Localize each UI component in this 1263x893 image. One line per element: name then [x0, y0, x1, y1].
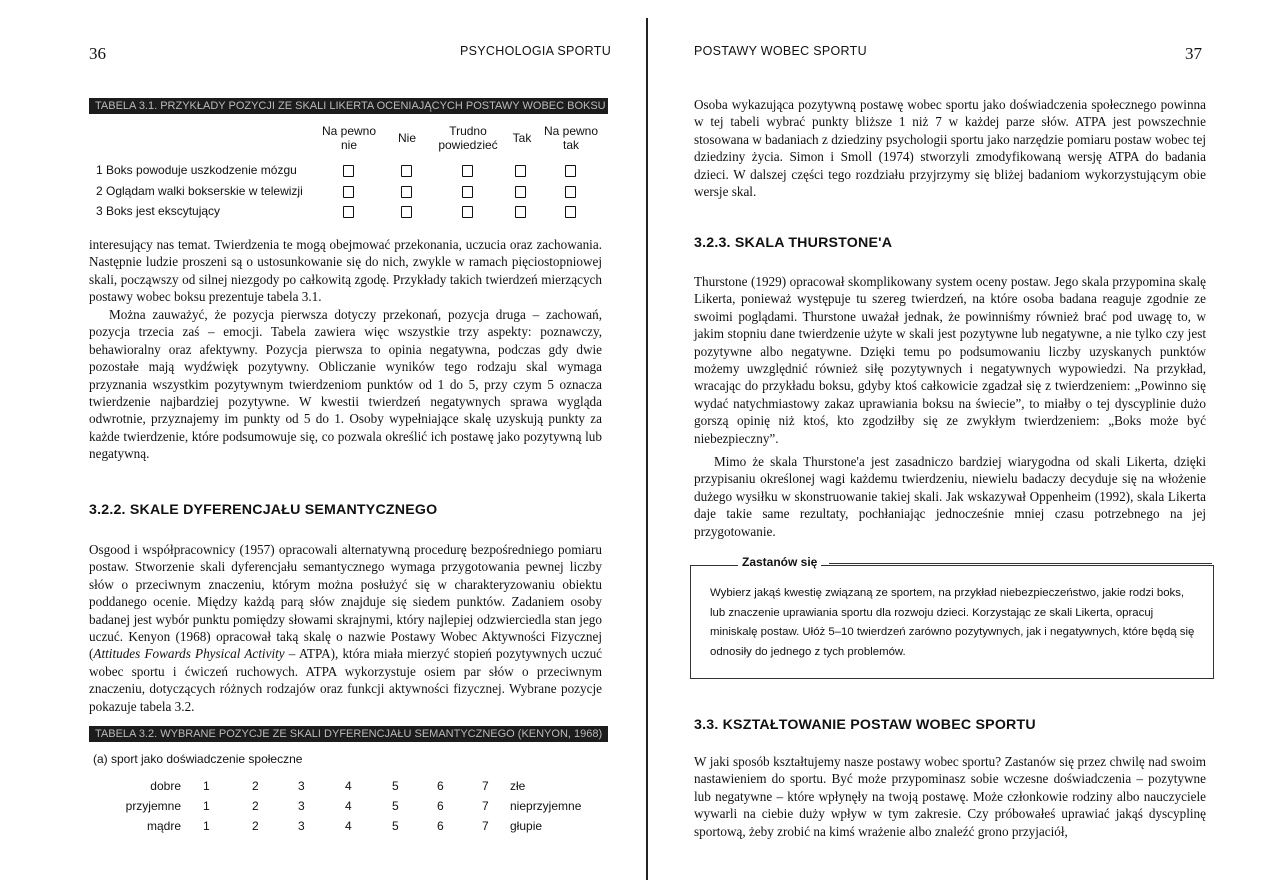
sd-scale-point[interactable]: 6 — [437, 779, 444, 793]
likert-checkbox[interactable] — [401, 165, 412, 177]
book-spine — [646, 18, 648, 880]
likert-checkbox[interactable] — [515, 186, 526, 198]
sd-scale-point[interactable]: 6 — [437, 819, 444, 833]
sd-scale-point[interactable]: 2 — [252, 819, 259, 833]
left-paragraph-2: Można zauważyć, że pozycja pierwsza dotyczy przekonań, pozycja druga – zachowań, pozycja trzecia zaś – emocji. Tabela zawiera więc wszystkie trzy aspekty: poznawczy, behawioralny oraz afektywny. Pozycja pierwsza to opinia negatywna, podczas gdy dwie pozostałe mają wydźwięk pozytywny. Obliczanie wyników tego rodzaju skal wymaga przyznania wszystkim pozytywnym twierdzeniom punktów od 1 do 5, przy czym 5 oznacza twierdzenie najbardziej pozytywne. W kwestii twierdzeń negatywnych sprawa wygląda odwrotnie, przyznajemy im punkty od 5 do 1. Osoby wypełniające skalę uzyskują punkty za każde twierdzenie, które podsumowuje się, co pozwala określić ich postawę jako pozytywną lub negatywną. — [89, 307, 602, 462]
sd-scale-point[interactable]: 3 — [298, 779, 305, 793]
likert-checkbox[interactable] — [343, 206, 354, 218]
likert-checkbox[interactable] — [515, 206, 526, 218]
sd-scale-point[interactable]: 1 — [203, 819, 210, 833]
sd-left-word: dobre — [150, 779, 181, 793]
sd-scale-point[interactable]: 1 — [203, 779, 210, 793]
likert-header-4: Tak — [512, 131, 532, 145]
sd-scale-point[interactable]: 4 — [345, 779, 352, 793]
sd-scale-point[interactable]: 7 — [482, 799, 489, 813]
sd-scale-point[interactable]: 5 — [392, 779, 399, 793]
likert-checkbox[interactable] — [343, 186, 354, 198]
likert-item-1: 1 Boks powoduje uszkodzenie mózgu — [96, 163, 297, 177]
sd-scale-point[interactable]: 2 — [252, 799, 259, 813]
left-page-number: 36 — [89, 44, 106, 63]
sd-right-word: nieprzyjemne — [510, 799, 582, 813]
sd-scale-point[interactable]: 1 — [203, 799, 210, 813]
likert-checkbox[interactable] — [565, 165, 576, 177]
likert-header-1: Na pewno nie — [321, 124, 377, 152]
sd-right-word: głupie — [510, 819, 543, 833]
section-heading-3-2-2: 3.2.2. SKALE DYFERENCJAŁU SEMANTYCZNEGO — [89, 502, 438, 518]
sd-scale-point[interactable]: 2 — [252, 779, 259, 793]
sd-subtitle: (a) sport jako doświadczenie społeczne — [93, 752, 303, 766]
right-page-number: 37 — [1185, 44, 1202, 63]
reflection-box-text: Wybierz jakąś kwestię związaną ze sportem, na przykład niebezpieczeństwo, jakie rodzi boks, lub znaczenie uprawiania sportu dla rozwoju dzieci. Korzystając ze skali Likerta, opracuj miniskalę postaw. Ułóż 5–10 twierdzeń zarówno pozytywnych, jak i negatywnych, które będą się odnosiły do jednego z tych problemów. — [710, 587, 1195, 658]
right-paragraph-2: Thurstone (1929) opracował skomplikowany system oceny postaw. Jego skala przypomina skalę Likerta, ponieważ występuje tu szereg twierdzeń, na które osoba badana reaguje zgodnie ze swoimi poglądami. Thurstone uważał jednak, że powinniśmy również brać pod uwagę to, w jakim stopniu dane twierdzenie użyte w skali jest pozytywne lub negatywne, a nie tylko czy jest pozytywne albo negatywne. Dzięki temu po podsumowaniu liczby uzyskanych punktów możemy uwzględnić również siłę pozytywnych i negatywnych wypowiedzi. Na przykład, wracając do przykładu boksu, gdyby ktoś całkowicie zgadzał się z twierdzeniem: „Powinno się wydać natychmiastowy zakaz uprawiania boksu na świecie”, to miałby o tej dyscyplinie dużo gorszą opinię niż ktoś, kto zgodziłby się ze zwykłym twierdzeniem: „Boks może być niebezpieczny”. — [694, 274, 1206, 446]
sd-scale-point[interactable]: 4 — [345, 799, 352, 813]
likert-checkbox[interactable] — [401, 186, 412, 198]
sd-scale-point[interactable]: 7 — [482, 819, 489, 833]
table-3-2-title-band: TABELA 3.2. WYBRANE POZYCJE ZE SKALI DYFERENCJAŁU SEMANTYCZNEGO (KENYON, 1968) — [89, 726, 608, 742]
sd-scale-point[interactable]: 3 — [298, 799, 305, 813]
likert-checkbox[interactable] — [462, 206, 473, 218]
sd-scale-point[interactable]: 5 — [392, 819, 399, 833]
likert-checkbox[interactable] — [515, 165, 526, 177]
section-heading-3-3: 3.3. KSZTAŁTOWANIE POSTAW WOBEC SPORTU — [694, 717, 1036, 733]
likert-item-2: 2 Oglądam walki bokserskie w telewizji — [96, 184, 303, 198]
likert-item-3: 3 Boks jest ekscytujący — [96, 204, 221, 218]
likert-checkbox[interactable] — [401, 206, 412, 218]
likert-checkbox[interactable] — [462, 186, 473, 198]
table-3-1-title-band: TABELA 3.1. PRZYKŁADY POZYCJI ZE SKALI LIKERTA OCENIAJĄCYCH POSTAWY WOBEC BOKSU — [89, 98, 608, 114]
right-paragraph-3: Mimo że skala Thurstone'a jest zasadniczo bardziej wiarygodna od skali Likerta, dzięki przypisaniu określonej wagi każdemu twierdzeniu, niewielu badaczy decyduje się na włożenie dużego wysiłku w skonstruowanie takiej skali. Jak wskazywał Oppenheim (1992), skala Likerta daje takie same rezultaty, pochłaniając jednocześnie mniej czasu potrzebnego na jej przygotowanie. — [694, 454, 1206, 539]
likert-header-2: Nie — [397, 131, 416, 145]
likert-checkbox[interactable] — [565, 186, 576, 198]
sd-right-word: złe — [510, 779, 526, 793]
reflection-box-title: Zastanów się — [738, 555, 821, 569]
left-paragraph-3: Osgood i współpracownicy (1957) opracowali alternatywną procedurę bezpośredniego pomiaru postaw. Stworzenie skali dyferencjału semantycznego wymaga przygotowania pewnej liczby słów o przeciwnym znaczeniu, którym można posłużyć się w charakteryzowaniu obiektu poddanego ocenie. Między każdą parą słów znajduje się siedem punktów. Zadaniem osoby badanej jest wybór punktu pomiędzy słowami skrajnymi, który najlepiej odzwierciedla stan jego uczuć. Kenyon (1968) opracował taką skalę o nazwie Postawy Wobec Aktywności Fizycznej (Attitudes Fowards Physical Activity – ATPA), która miała mierzyć stopień pozytywnych uczuć wobec sportu i ćwiczeń ruchowych. ATPA wykorzystuje osiem par słów o przeciwnym znaczeniu, dotyczących różnych rodzajów oraz funkcji aktywności fizycznej. Wybrane pozycje pokazuje tabela 3.2. — [89, 542, 603, 714]
right-paragraph-1: Osoba wykazująca pozytywną postawę wobec sportu jako doświadczenia społecznego powinna w tej tabeli wybrać punkty bliższe 1 niż 7 w każdej parze słów. ATPA jest powszechnie stosowana w badaniach z dziedziny psychologii sportu jako narzędzie pomiaru postaw wobec tej dziedziny życia. Simon i Smoll (1974) stworzyli zmodyfikowaną wersję ATPA do badania dzieci. W dalszej części tego rozdziału przyjrzymy się bliżej badaniom wykorzystującym obie wersje skal. — [694, 97, 1206, 200]
reflection-box-rule — [829, 563, 1212, 564]
likert-checkbox[interactable] — [343, 165, 354, 177]
sd-left-word: przyjemne — [125, 799, 181, 813]
likert-header-5: Na pewno tak — [543, 124, 599, 152]
left-paragraph-1: interesujący nas temat. Twierdzenia te mogą obejmować przekonania, uczucia oraz zachowania. Następnie ludzie proszeni są o ustosunkowanie się do nich, zwykle w ramach pięciostopniowej skali, począwszy od silnej niezgody po całkowitą zgodę. Przykłady takich twierdzeń mierzących postawy wobec boksu prezentuje tabela 3.1. — [89, 237, 602, 305]
right-running-head: POSTAWY WOBEC SPORTU — [694, 44, 867, 58]
likert-header-3: Trudno powiedzieć — [438, 124, 498, 152]
left-running-head: PSYCHOLOGIA SPORTU — [460, 44, 612, 58]
sd-scale-point[interactable]: 7 — [482, 779, 489, 793]
right-paragraph-4: W jaki sposób kształtujemy nasze postawy wobec sportu? Zastanów się przez chwilę nad swoim nastawieniem do sportu. Być może przypominasz sobie wczesne doświadczenia – pozytywne lub negatywne – które wpłynęły na twoją postawę. Może członkowie rodziny albo nauczyciele wywarli na ciebie duży wpływ w tym zakresie. Czy próbowałeś uprawiać jakąś dyscyplinę sportową, żeby zrobić na kimś wrażenie albo znaleźć grono przyjaciół, — [694, 754, 1206, 839]
sd-scale-point[interactable]: 4 — [345, 819, 352, 833]
sd-scale-point[interactable]: 6 — [437, 799, 444, 813]
sd-scale-point[interactable]: 5 — [392, 799, 399, 813]
sd-left-word: mądre — [146, 819, 181, 833]
likert-checkbox[interactable] — [565, 206, 576, 218]
sd-scale-point[interactable]: 3 — [298, 819, 305, 833]
likert-checkbox[interactable] — [462, 165, 473, 177]
section-heading-3-2-3: 3.2.3. SKALA THURSTONE'A — [694, 235, 893, 251]
